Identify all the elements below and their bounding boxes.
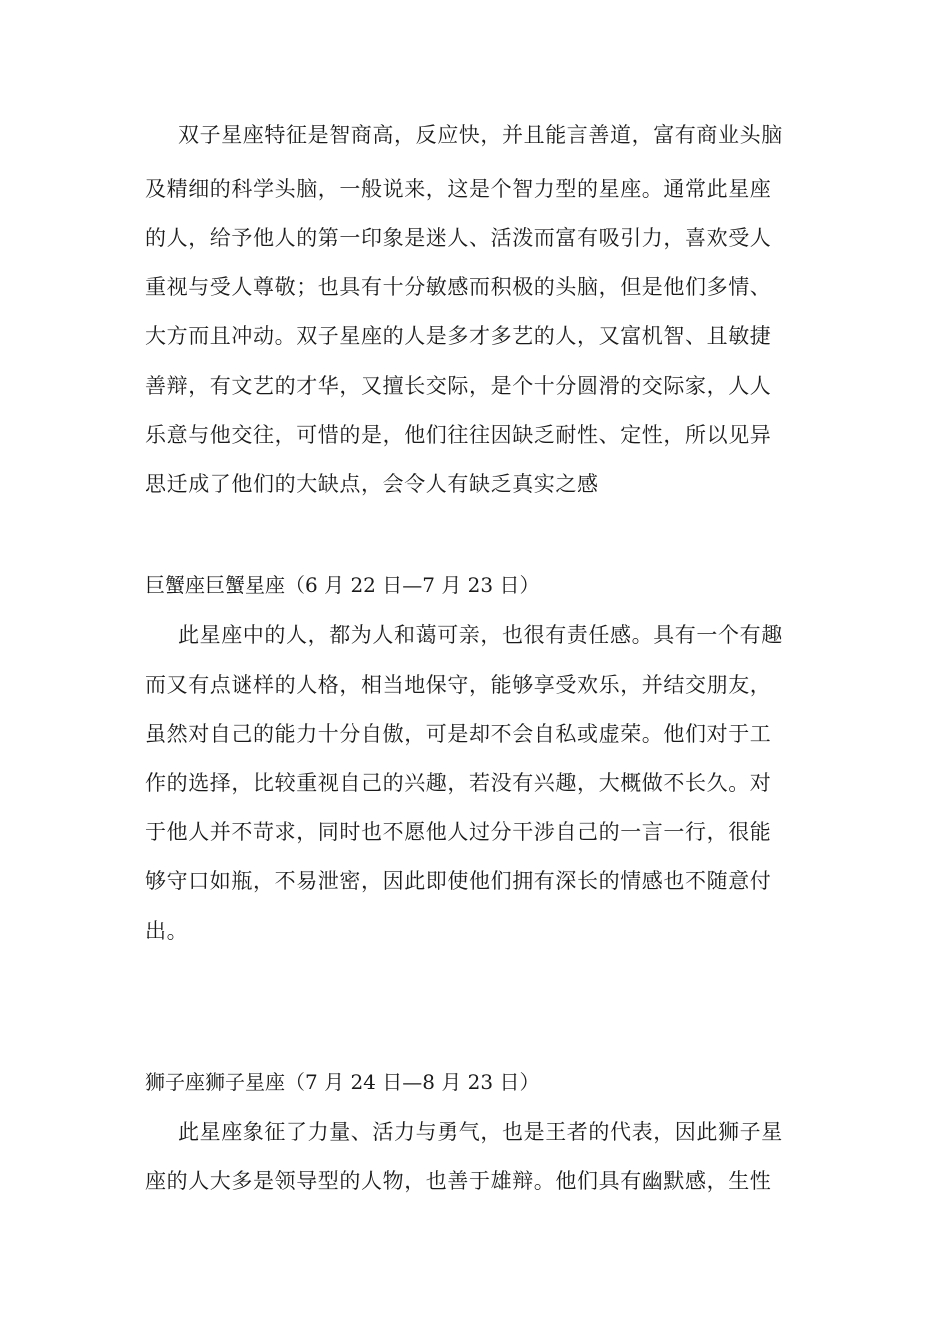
- paragraph-line: 此星座中的人，都为人和蔼可亲，也很有责任感。具有一个有趣: [178, 623, 783, 647]
- paragraph-line: 够守口如瓶，不易泄密，因此即使他们拥有深长的情感也不随意付: [145, 869, 772, 893]
- paragraph-line: 此星座象征了力量、活力与勇气，也是王者的代表，因此狮子星: [178, 1120, 783, 1144]
- paragraph-line: 作的选择，比较重视自己的兴趣，若没有兴趣，大概做不长久。对: [145, 771, 772, 795]
- paragraph-line: 虽然对自己的能力十分自傲，可是却不会自私或虚荣。他们对于工: [145, 722, 772, 746]
- paragraph-line: 双子星座特征是智商高，反应快，并且能言善道，富有商业头脑: [178, 123, 783, 147]
- leo-heading: 狮子座狮子星座（7 月 24 日—8 月 23 日）: [145, 1070, 540, 1094]
- paragraph-line: 及精细的科学头脑，一般说来，这是个智力型的星座。通常此星座: [145, 177, 772, 201]
- paragraph-line: 而又有点谜样的人格，相当地保守，能够享受欢乐，并结交朋友，: [145, 673, 772, 697]
- paragraph-line: 思迁成了他们的大缺点，会令人有缺乏真实之感: [145, 472, 599, 496]
- paragraph-line: 出。: [145, 919, 189, 943]
- paragraph-line: 大方而且冲动。双子星座的人是多才多艺的人，又富机智、且敏捷: [145, 324, 772, 348]
- paragraph-line: 于他人并不苛求，同时也不愿他人过分干涉自己的一言一行，很能: [145, 820, 772, 844]
- paragraph-line: 座的人大多是领导型的人物，也善于雄辩。他们具有幽默感，生性: [145, 1169, 772, 1193]
- paragraph-line: 乐意与他交往，可惜的是，他们往往因缺乏耐性、定性，所以见异: [145, 423, 772, 447]
- paragraph-line: 善辩，有文艺的才华，又擅长交际，是个十分圆滑的交际家，人人: [145, 374, 772, 398]
- paragraph-line: 重视与受人尊敬；也具有十分敏感而积极的头脑，但是他们多情、: [145, 275, 772, 299]
- cancer-heading: 巨蟹座巨蟹星座（6 月 22 日—7 月 23 日）: [145, 573, 540, 597]
- paragraph-line: 的人，给予他人的第一印象是迷人、活泼而富有吸引力，喜欢受人: [145, 226, 772, 250]
